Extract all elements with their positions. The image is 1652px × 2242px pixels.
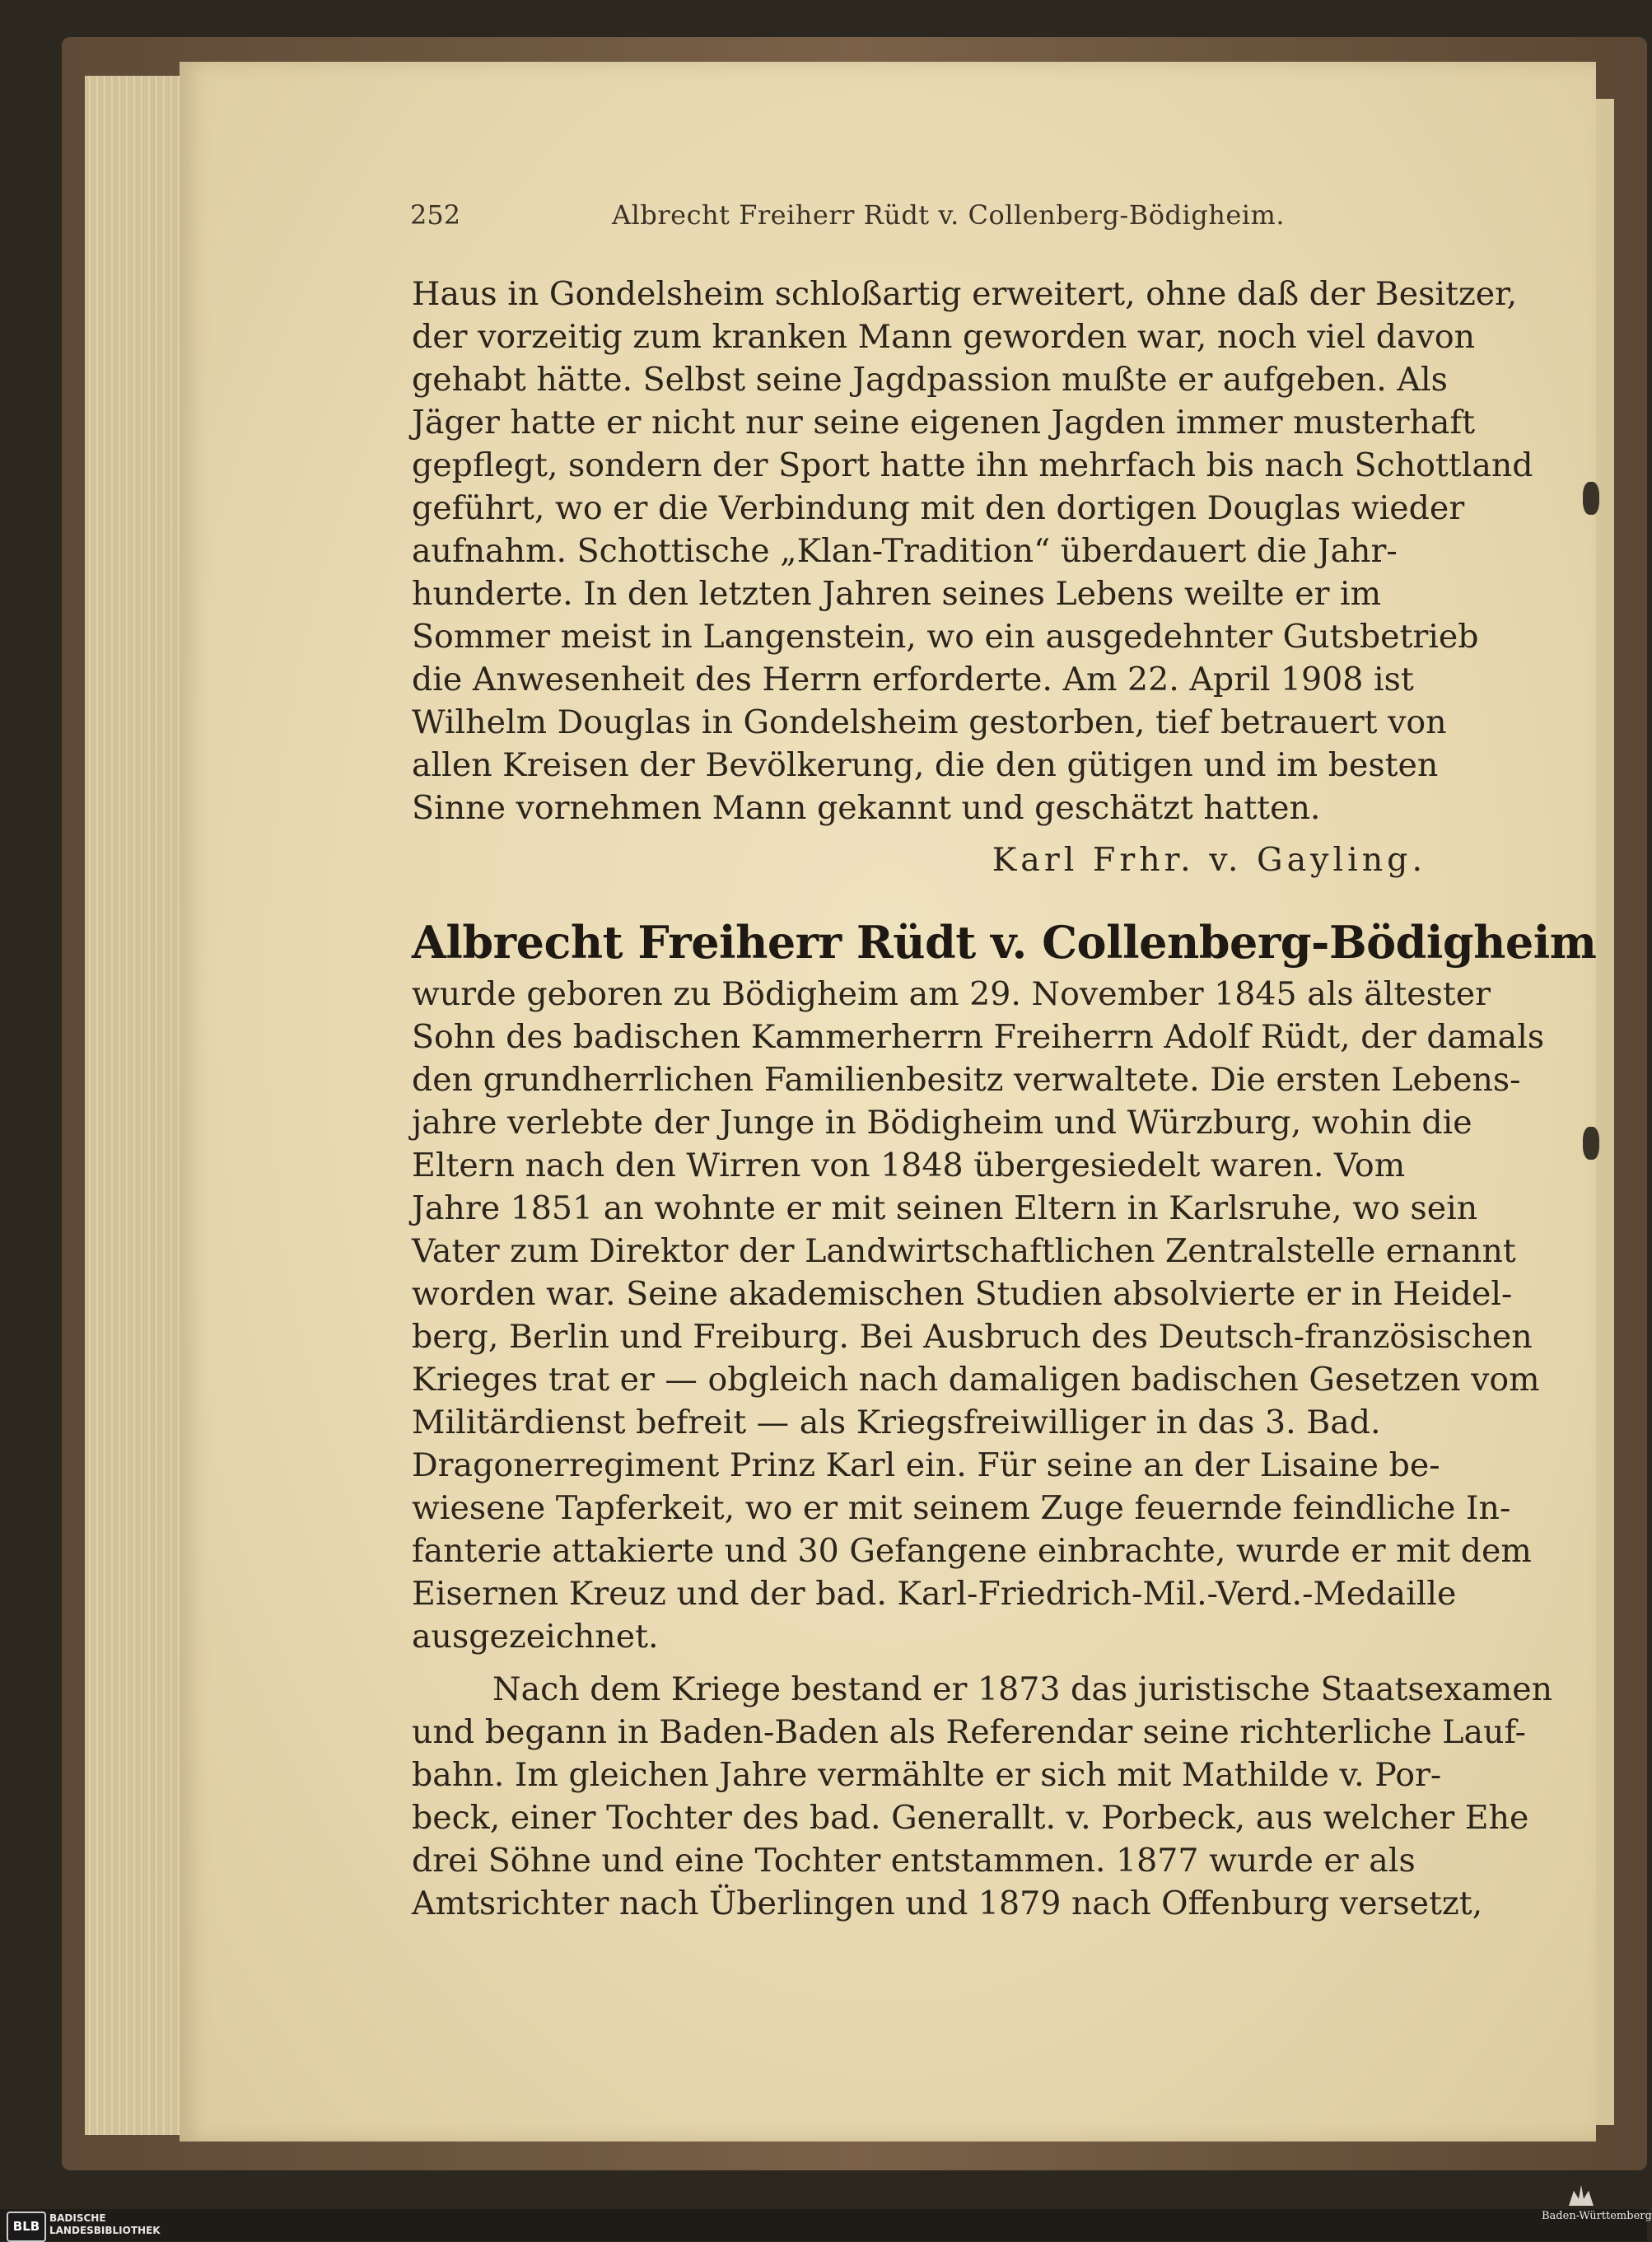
text-line: den grundherrlichen Familienbesitz verwaltete. Die ersten Lebens- [412,1061,1521,1099]
text-line: der vorzeitig zum kranken Mann geworden war, noch viel davon [412,318,1476,356]
page-header [410,199,1425,241]
page-number: 252 [410,199,461,231]
text-line: Amtsrichter nach Überlingen und 1879 nach Offenburg versetzt, [412,1885,1483,1922]
state-label: Baden-Württemberg [1542,2210,1652,2222]
text-line: Nach dem Kriege bestand er 1873 das juristische Staatsexamen [492,1670,1553,1708]
text-line: Eltern nach den Wirren von 1848 übergesiedelt waren. Vom [412,1147,1406,1184]
text-line: worden war. Seine akademischen Studien absolvierte er in Heidel- [412,1275,1513,1313]
running-title: Albrecht Freiherr Rüdt v. Collenberg-Bödigheim. [612,199,1286,231]
library-name [49,2212,161,2237]
text-line: und begann in Baden-Baden als Referendar seine richterliche Lauf- [412,1713,1527,1751]
text-line: beck, einer Tochter des bad. Generallt. v. Porbeck, aus welcher Ehe [412,1799,1529,1837]
text-line: Krieges trat er — obgleich nach damaligen badischen Gesetzen vom [412,1361,1540,1399]
binding-mark [1583,1127,1599,1160]
library-name-line: LANDESBIBLIOTHEK [49,2225,161,2236]
text-line: aufnahm. Schottische „Klan-Tradition“ überdauert die Jahr- [412,532,1398,570]
text-line: gehabt hätte. Selbst seine Jagdpassion mußte er aufgeben. Als [412,361,1448,399]
text-line: hunderte. In den letzten Jahren seines Lebens weilte er im [412,575,1382,613]
text-line: bahn. Im gleichen Jahre vermählte er sich mit Mathilde v. Por- [412,1756,1442,1794]
text-line: Vater zum Direktor der Landwirtschaftlichen Zentralstelle ernannt [412,1232,1516,1270]
blb-logo: BLB [7,2212,46,2242]
section-heading: Albrecht Freiherr Rüdt v. Collenberg-Bödigheim [412,916,1597,969]
text-line: Wilhelm Douglas in Gondelsheim gestorben, tief betrauert von [412,703,1447,741]
author-signature: Karl Frhr. v. Gayling. [992,841,1426,879]
binding-mark [1583,482,1599,515]
text-line: die Anwesenheit des Herrn erforderte. Am 22. April 1908 ist [412,661,1414,698]
text-line: berg, Berlin und Freiburg. Bei Ausbruch des Deutsch-französischen [412,1318,1533,1356]
text-line: jahre verlebte der Junge in Bödigheim und Würzburg, wohin die [412,1104,1472,1142]
text-line: ausgezeichnet. [412,1618,659,1656]
footer-bar [0,2209,1647,2241]
text-line: Sommer meist in Langenstein, wo ein ausgedehnter Gutsbetrieb [412,618,1479,656]
text-line: drei Söhne und eine Tochter entstammen. 1877 wurde er als [412,1842,1416,1880]
text-line: fanterie attakierte und 30 Gefangene einbrachte, wurde er mit dem [412,1532,1532,1570]
text-line: wiesene Tapferkeit, wo er mit seinem Zuge feuernde feindliche In- [412,1489,1511,1527]
crown-icon [1569,2183,1594,2206]
text-line: allen Kreisen der Bevölkerung, die den gütigen und im besten [412,746,1439,784]
next-page-edge [1596,99,1614,2125]
text-line: Militärdienst befreit — als Kriegsfreiwilliger in das 3. Bad. [412,1404,1381,1441]
text-line: Eisernen Kreuz und der bad. Karl-Friedrich-Mil.-Verd.-Medaille [412,1575,1457,1613]
text-line: Sinne vornehmen Mann gekannt und geschätzt hatten. [412,789,1321,827]
text-line: Jäger hatte er nicht nur seine eigenen Jagden immer musterhaft [412,404,1475,441]
text-line: Haus in Gondelsheim schloßartig erweitert, ohne daß der Besitzer, [412,275,1518,313]
text-line: Jahre 1851 an wohnte er mit seinen Eltern in Karlsruhe, wo sein [412,1189,1478,1227]
text-line: Sohn des badischen Kammerherrn Freiherrn Adolf Rüdt, der damals [412,1018,1545,1056]
text-line: Dragonerregiment Prinz Karl ein. Für seine an der Lisaine be- [412,1446,1440,1484]
text-line: gepflegt, sondern der Sport hatte ihn mehrfach bis nach Schottland [412,446,1533,484]
text-line: geführt, wo er die Verbindung mit den dortigen Douglas wieder [412,489,1465,527]
text-line: wurde geboren zu Bödigheim am 29. November 1845 als ältester [412,975,1491,1013]
library-name-line: BADISCHE [49,2212,106,2224]
